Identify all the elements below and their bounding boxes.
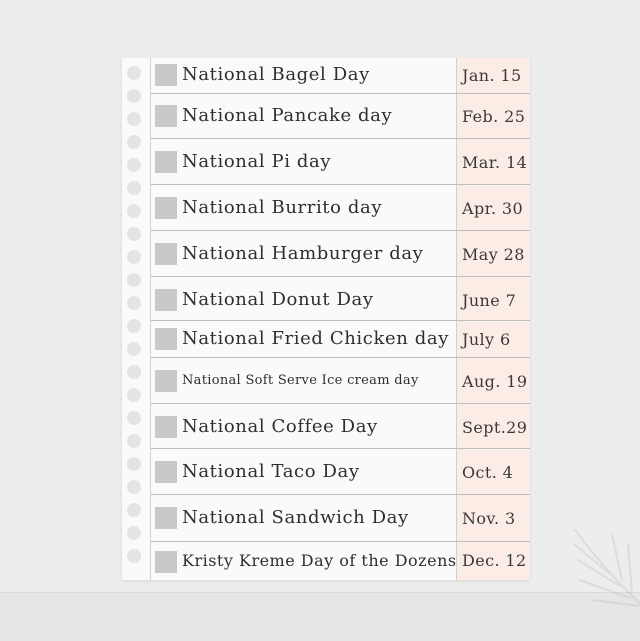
- list-item: [151, 404, 530, 449]
- binder-hole: [127, 273, 141, 287]
- notebook-page: [122, 58, 530, 580]
- item-label: National Sandwich Day: [182, 507, 409, 528]
- checkbox[interactable]: [155, 461, 177, 483]
- item-label: National Coffee Day: [182, 416, 378, 437]
- binder-hole: [127, 89, 141, 103]
- item-label: National Donut Day: [182, 289, 374, 310]
- checkbox[interactable]: [155, 197, 177, 219]
- list-item: [151, 58, 530, 94]
- binder-hole: [127, 434, 141, 448]
- item-date: June 7: [462, 291, 517, 310]
- table-surface: [0, 592, 640, 641]
- item-date: Mar. 14: [462, 153, 528, 172]
- item-date: May 28: [462, 245, 525, 264]
- binder-hole: [127, 411, 141, 425]
- checkbox[interactable]: [155, 151, 177, 173]
- palm-leaf-shadow: [560, 520, 640, 630]
- list-item: [151, 231, 530, 277]
- item-label: National Fried Chicken day: [182, 328, 449, 349]
- list-item: [151, 94, 530, 139]
- item-date: Sept.29: [462, 418, 528, 437]
- binder-hole: [127, 503, 141, 517]
- binder-hole: [127, 319, 141, 333]
- item-label: National Pi day: [182, 151, 332, 172]
- binder-hole: [127, 181, 141, 195]
- binder-hole: [127, 365, 141, 379]
- binder-hole: [127, 112, 141, 126]
- item-date: Dec. 12: [462, 551, 527, 570]
- binder-holes: [122, 58, 150, 580]
- item-date: Jan. 15: [462, 66, 522, 85]
- item-date: July 6: [462, 330, 511, 349]
- list-item: [151, 358, 530, 404]
- checkbox[interactable]: [155, 551, 177, 573]
- checkbox[interactable]: [155, 243, 177, 265]
- item-date: Aug. 19: [462, 372, 528, 391]
- list-item: [151, 321, 530, 358]
- list-item: [151, 495, 530, 542]
- list-item: [151, 542, 530, 580]
- list-item: [151, 185, 530, 231]
- item-label: National Hamburger day: [182, 243, 424, 264]
- binder-hole: [127, 158, 141, 172]
- binder-hole: [127, 227, 141, 241]
- item-date: Apr. 30: [462, 199, 524, 218]
- checkbox[interactable]: [155, 289, 177, 311]
- list-item: [151, 449, 530, 495]
- binder-hole: [127, 480, 141, 494]
- list-item: [151, 139, 530, 185]
- checkbox[interactable]: [155, 328, 177, 350]
- binder-hole: [127, 250, 141, 264]
- list-item: [151, 277, 530, 321]
- binder-hole: [127, 342, 141, 356]
- checkbox[interactable]: [155, 507, 177, 529]
- checkbox[interactable]: [155, 370, 177, 392]
- item-label: National Soft Serve Ice cream day: [182, 373, 419, 388]
- binder-hole: [127, 66, 141, 80]
- item-label: Kristy Kreme Day of the Dozens: [182, 551, 457, 570]
- item-date: Oct. 4: [462, 463, 514, 482]
- item-label: National Pancake day: [182, 105, 393, 126]
- item-label: National Bagel Day: [182, 64, 370, 85]
- item-label: National Burrito day: [182, 197, 383, 218]
- binder-hole: [127, 204, 141, 218]
- checkbox[interactable]: [155, 64, 177, 86]
- item-date: Nov. 3: [462, 509, 516, 528]
- checkbox[interactable]: [155, 105, 177, 127]
- checkbox[interactable]: [155, 416, 177, 438]
- binder-hole: [127, 388, 141, 402]
- binder-hole: [127, 457, 141, 471]
- binder-hole: [127, 296, 141, 310]
- binder-hole: [127, 549, 141, 563]
- item-label: National Taco Day: [182, 461, 360, 482]
- binder-hole: [127, 526, 141, 540]
- binder-hole: [127, 135, 141, 149]
- item-date: Feb. 25: [462, 107, 526, 126]
